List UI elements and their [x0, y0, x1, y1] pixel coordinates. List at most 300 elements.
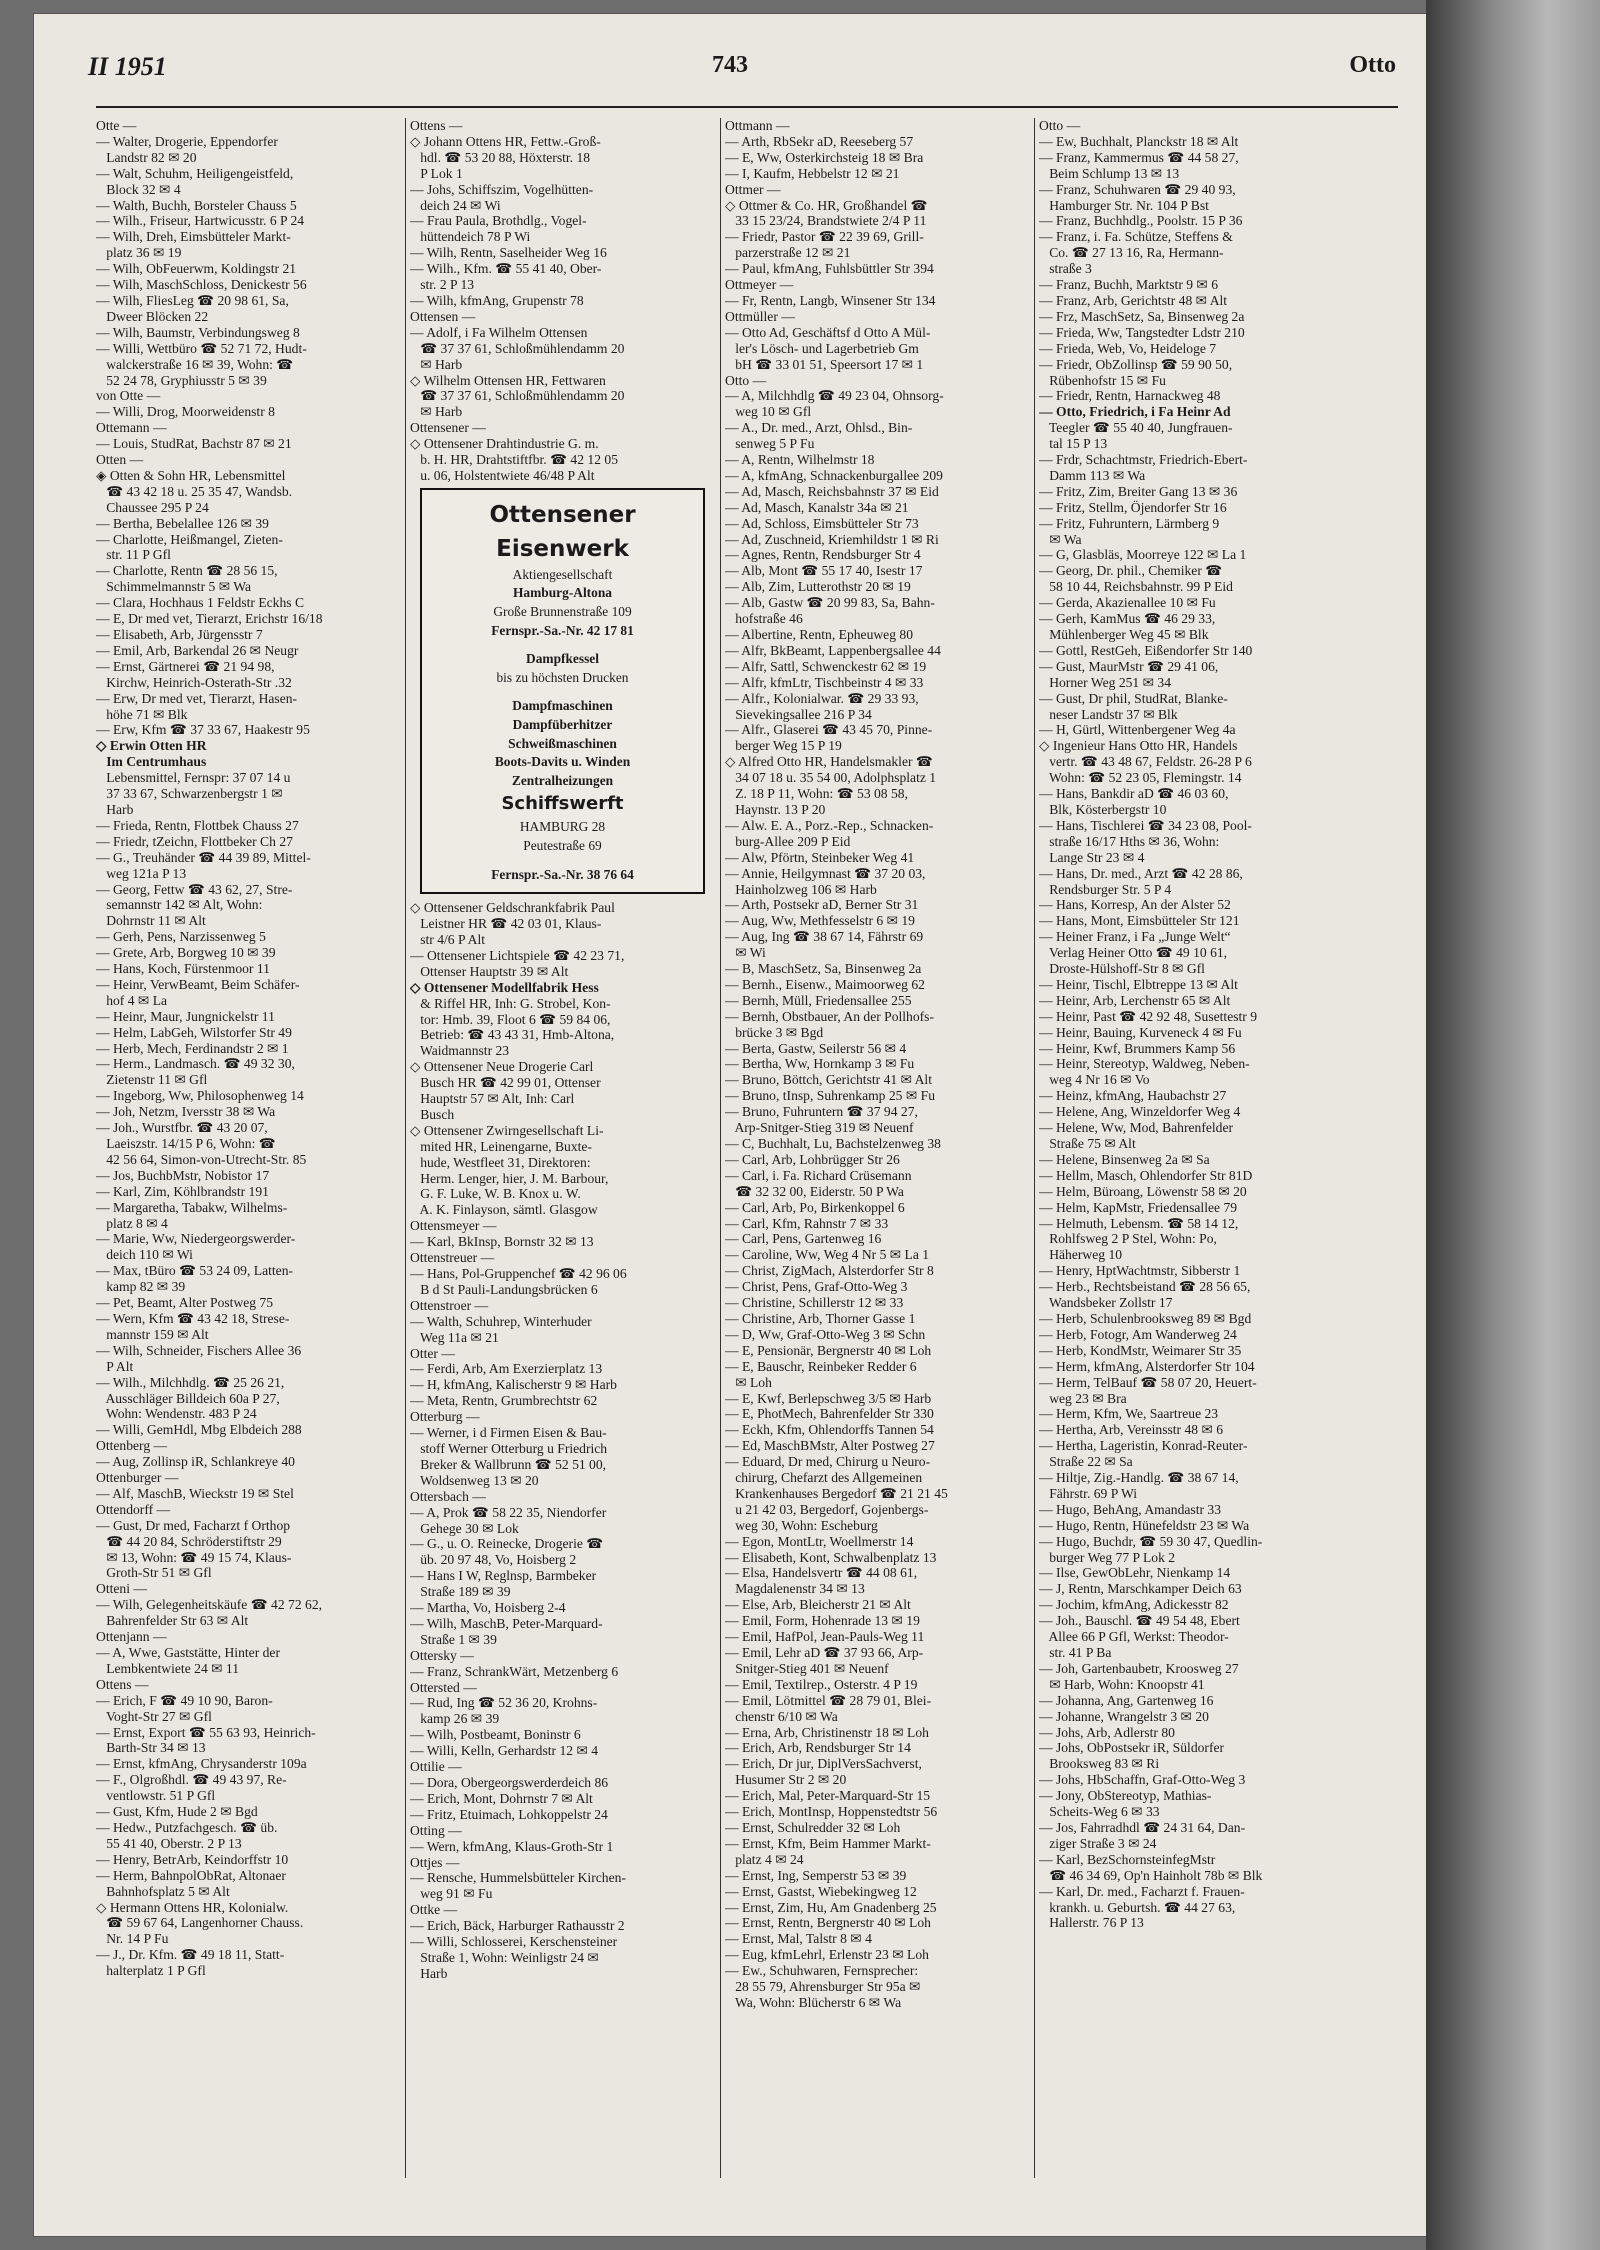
directory-entry: chirurg, Chefarzt des Allgemeinen — [725, 1470, 923, 1486]
directory-entry: straße 3 — [1039, 261, 1092, 277]
directory-entry: — Helene, Binsenweg 2a ✉ Sa — [1039, 1151, 1210, 1167]
directory-entry: — Alf, MaschB, Wieckstr 19 ✉ Stel — [96, 1485, 294, 1501]
directory-entry: — Wilh, ObFeuerwm, Koldingstr 21 — [96, 261, 297, 277]
directory-entry: ◇ Ingenieur Hans Otto HR, Handels — [1039, 738, 1238, 754]
ad-product: Zentralheizungen — [511, 772, 614, 788]
directory-entry: — Herb, Schulenbrooksweg 89 ✉ Bgd — [1039, 1310, 1252, 1326]
directory-entry: — Ilse, GewObLehr, Nienkamp 14 — [1039, 1565, 1231, 1581]
directory-entry: Harb — [96, 801, 134, 817]
directory-entry: — E, Ww, Osterkirchsteig 18 ✉ Bra — [725, 149, 924, 165]
directory-entry: — Alfr., Kolonialwar. ☎ 29 33 93, — [725, 690, 919, 706]
directory-entry: Magdalenenstr 34 ✉ 13 — [725, 1581, 865, 1597]
directory-entry: platz 4 ✉ 24 — [725, 1851, 804, 1867]
directory-entry: — Erich, MontInsp, Hoppenstedtstr 56 — [725, 1804, 938, 1820]
directory-entry: — Johanna, Ang, Gartenweg 16 — [1039, 1692, 1214, 1708]
directory-entry: Barth-Str 34 ✉ 13 — [96, 1740, 206, 1756]
directory-entry: A. K. Finlayson, sämtl. Glasgow — [410, 1202, 598, 1218]
directory-entry: P Lok 1 — [410, 165, 463, 181]
directory-entry: — Johs, HbSchaffn, Graf-Otto-Weg 3 — [1039, 1772, 1246, 1788]
directory-entry: Busch HR ☎ 42 99 01, Ottenser — [410, 1075, 601, 1091]
directory-entry: Beim Schlump 13 ✉ 13 — [1039, 165, 1180, 181]
directory-entry: ler's Lösch- und Lagerbetrieb Gm — [725, 340, 919, 356]
directory-entry: Otteni — — [96, 1581, 147, 1597]
directory-entry: Straße 22 ✉ Sa — [1039, 1454, 1133, 1470]
directory-entry: bH ☎ 33 01 51, Speersort 17 ✉ 1 — [725, 356, 924, 372]
directory-entry: — Friedr, tZeichn, Flottbeker Ch 27 — [96, 833, 293, 849]
directory-entry: — Gerda, Akazienallee 10 ✉ Fu — [1039, 595, 1216, 611]
directory-entry: ☎ 37 37 61, Schloßmühlendamm 20 — [410, 388, 625, 404]
directory-entry: — Willi, Kelln, Gerhardstr 12 ✉ 4 — [410, 1743, 599, 1759]
directory-entry: weg 23 ✉ Bra — [1039, 1390, 1127, 1406]
directory-entry: ◇ Ottensener Modellfabrik Hess — [410, 979, 599, 995]
directory-entry: — Grete, Arb, Borgweg 10 ✉ 39 — [96, 945, 276, 961]
directory-entry: Lembkentwiete 24 ✉ 11 — [96, 1660, 240, 1676]
directory-entry: — Herb., Rechtsbeistand ☎ 28 56 65, — [1039, 1279, 1251, 1295]
directory-entry: Betrieb: ☎ 43 43 31, Hmb-Altona, — [410, 1027, 615, 1043]
directory-entry: weg 30, Wohn: Escheburg — [725, 1517, 878, 1533]
directory-entry: — F., Olgroßhdl. ☎ 49 43 97, Re- — [96, 1772, 287, 1788]
directory-entry: — Herb, Fotogr, Am Wanderweg 24 — [1039, 1326, 1237, 1342]
directory-entry: mited HR, Leinengarne, Buxte- — [410, 1138, 592, 1154]
directory-entry: — Ernst, Ing, Semperstr 53 ✉ 39 — [725, 1867, 907, 1883]
directory-entry: — Marie, Ww, Niedergeorgswerder- — [96, 1231, 296, 1247]
directory-entry: — Ernst, Schulredder 32 ✉ Loh — [725, 1819, 901, 1835]
directory-entry: Z. 18 P 11, Wohn: ☎ 53 08 58, — [725, 786, 908, 802]
directory-entry: B d St Pauli-Landungsbrücken 6 — [410, 1281, 598, 1297]
directory-entry: ✉ Wi — [725, 945, 766, 961]
directory-entry: — Joh., Wurstfbr. ☎ 43 20 07, — [96, 1120, 268, 1136]
directory-entry: — Wern, Kfm ☎ 43 42 18, Strese- — [96, 1310, 290, 1326]
directory-entry: — Wilh, FliesLeg ☎ 20 98 61, Sa, — [96, 292, 289, 308]
directory-entry: walckerstraße 16 ✉ 39, Wohn: ☎ — [96, 356, 294, 372]
directory-entry: — Willi, Wettbüro ☎ 52 71 72, Hudt- — [96, 340, 307, 356]
directory-entry: deich 24 ✉ Wi — [410, 197, 501, 213]
directory-entry: Ottemann — — [96, 420, 167, 436]
directory-entry: — Franz, Kammermus ☎ 44 58 27, — [1039, 149, 1239, 165]
directory-entry: Fährstr. 69 P Wi — [1039, 1485, 1138, 1501]
directory-entry: ◇ Ottmer & Co. HR, Großhandel ☎ — [725, 197, 928, 213]
directory-entry: — Eduard, Dr med, Chirurg u Neuro- — [725, 1454, 931, 1470]
directory-entry: Rübenhofstr 15 ✉ Fu — [1039, 372, 1166, 388]
directory-entry: — Franz, Buchh, Marktstr 9 ✉ 6 — [1039, 277, 1219, 293]
directory-entry: Ottenstroer — — [410, 1297, 489, 1313]
directory-entry: ✉ Loh — [725, 1374, 772, 1390]
directory-entry: — Joh, Gartenbaubetr, Kroosweg 27 — [1039, 1660, 1239, 1676]
directory-entry: — A, Milchhdlg ☎ 49 23 04, Ohnsorg- — [725, 388, 944, 404]
directory-entry: — Max, tBüro ☎ 53 24 09, Latten- — [96, 1263, 294, 1279]
directory-entry: — Alfr., Glaserei ☎ 43 45 70, Pinne- — [725, 722, 933, 738]
directory-entry: — I, Kaufm, Hebbelstr 12 ✉ 21 — [725, 165, 900, 181]
directory-entry: Scheits-Weg 6 ✉ 33 — [1039, 1804, 1160, 1820]
directory-entry: ◇ Erwin Otten HR — [96, 738, 207, 754]
directory-entry: tor: Hmb. 39, Floot 6 ☎ 59 84 06, — [410, 1011, 611, 1027]
ad-line: bis zu höchsten Drucken — [496, 669, 629, 685]
directory-entry: — Ernst, Gärtnerei ☎ 21 94 98, — [96, 658, 275, 674]
directory-entry: — H, kfmAng, Kalischerstr 9 ✉ Harb — [410, 1377, 617, 1393]
directory-entry: — Henry, HptWachtmstr, Sibberstr 1 — [1039, 1263, 1241, 1279]
directory-entry: — A., Dr. med., Arzt, Ohlsd., Bin- — [725, 420, 913, 436]
directory-entry: — Carl, Arb, Lohbrügger Str 26 — [725, 1151, 900, 1167]
directory-entry: Weg 11a ✉ 21 — [410, 1329, 499, 1345]
directory-entry: — Charlotte, Heißmangel, Zieten- — [96, 531, 283, 547]
directory-entry: Rendsburger Str. 5 P 4 — [1039, 881, 1172, 897]
directory-entry: — Walth, Buchh, Borsteler Chauss 5 — [96, 197, 297, 213]
directory-entry: kamp 82 ✉ 39 — [96, 1279, 186, 1295]
directory-entry: — Bernh, Müll, Friedensallee 255 — [725, 992, 912, 1008]
directory-entry: — Eckh, Kfm, Ohlendorffs Tannen 54 — [725, 1422, 934, 1438]
directory-entry: — Ingeborg, Ww, Philosophenweg 14 — [96, 1088, 304, 1104]
directory-entry: — Ad, Schloss, Eimsbütteler Str 73 — [725, 515, 919, 531]
directory-entry: — Jos, Fahrradhdl ☎ 24 31 64, Dan- — [1039, 1819, 1246, 1835]
directory-entry: — Helm, Büroang, Löwenstr 58 ✉ 20 — [1039, 1183, 1247, 1199]
directory-entry: u. 06, Holstentwiete 46/48 P Alt — [410, 467, 595, 483]
directory-entry: Landstr 82 ✉ 20 — [96, 149, 197, 165]
directory-entry: Häherweg 10 — [1039, 1247, 1123, 1263]
directory-entry: — Helm, KapMstr, Friedensallee 79 — [1039, 1199, 1238, 1215]
directory-entry: — Franz, Schuhwaren ☎ 29 40 93, — [1039, 181, 1236, 197]
directory-entry: — Hans, Bankdir aD ☎ 46 03 60, — [1039, 786, 1229, 802]
directory-entry: Krankenhauses Bergedorf ☎ 21 21 45 — [725, 1485, 948, 1501]
directory-entry: — Alfr, BkBeamt, Lappenbergsallee 44 — [725, 642, 941, 658]
directory-entry: — Erich, Bäck, Harburger Rathausstr 2 — [410, 1918, 625, 1934]
directory-entry: — Alb, Mont ☎ 55 17 40, Isestr 17 — [725, 563, 923, 579]
directory-entry: Wohn: Wendenstr. 483 P 24 — [96, 1406, 257, 1422]
directory-entry: — Bernh., Eisenw., Maimoorweg 62 — [725, 976, 925, 992]
directory-entry: — Johs, Schiffszim, Vogelhütten- — [410, 181, 594, 197]
directory-entry: — Frdr, Schachtmstr, Friedrich-Ebert- — [1039, 452, 1248, 468]
directory-entry: — Albertine, Rentn, Epheuweg 80 — [725, 627, 914, 642]
directory-entry: — Aug, Zollinsp iR, Schlankreye 40 — [96, 1454, 295, 1470]
directory-entry: — Charlotte, Rentn ☎ 28 56 15, — [96, 563, 278, 579]
directory-entry: Nr. 14 P Fu — [96, 1931, 169, 1947]
directory-entry: & Riffel HR, Inh: G. Strobel, Kon- — [410, 995, 611, 1011]
directory-entry: — Gust, MaurMstr ☎ 29 41 06, — [1039, 658, 1219, 674]
directory-entry: — Bruno, Böttch, Gerichtstr 41 ✉ Alt — [725, 1072, 932, 1088]
directory-entry: — Jony, ObStereotyp, Mathias- — [1039, 1788, 1212, 1804]
directory-entry: — Frieda, Rentn, Flottbek Chauss 27 — [96, 817, 299, 833]
directory-entry: — Helene, Ang, Winzeldorfer Weg 4 — [1039, 1104, 1241, 1120]
directory-entry: — Alfr, kfmLtr, Tischbeinstr 4 ✉ 33 — [725, 674, 924, 690]
directory-entry: 28 55 79, Ahrensburger Str 95a ✉ — [725, 1979, 921, 1995]
directory-entry: — Erich, F ☎ 49 10 90, Baron- — [96, 1692, 273, 1708]
column-divider — [1034, 118, 1035, 2178]
directory-entry: tal 15 P 13 — [1039, 436, 1108, 452]
directory-entry: — Heinr, Arb, Lerchenstr 65 ✉ Alt — [1039, 992, 1231, 1008]
directory-entry: Otte — — [96, 118, 137, 133]
directory-entry: ✉ Harb — [410, 404, 463, 420]
directory-entry: 34 07 18 u. 35 54 00, Adolphsplatz 1 — [725, 770, 937, 786]
directory-entry: — Pet, Beamt, Alter Postweg 75 — [96, 1295, 274, 1311]
directory-entry: weg 121a P 13 — [96, 865, 187, 881]
directory-entry: ◇ Ottensener Drahtindustrie G. m. — [410, 436, 599, 452]
directory-entry: G. F. Luke, W. B. Knox u. W. — [410, 1186, 581, 1202]
directory-entry: Wa, Wohn: Blücherstr 6 ✉ Wa — [725, 1994, 902, 2010]
directory-entry: — Gust, Dr phil, StudRat, Blanke- — [1039, 690, 1228, 706]
directory-entry: — Erw, Dr med vet, Tierarzt, Hasen- — [96, 690, 298, 706]
directory-entry: — Gust, Kfm, Hude 2 ✉ Bgd — [96, 1804, 258, 1820]
directory-entry: — Erich, Dr jur, DiplVersSachverst, — [725, 1756, 922, 1772]
directory-entry: Straße 189 ✉ 39 — [410, 1584, 511, 1600]
directory-entry: berger Weg 15 P 19 — [725, 738, 842, 754]
directory-entry: — C, Buchhalt, Lu, Bachstelzenweg 38 — [725, 1136, 941, 1151]
directory-entry: — Bernh, Obstbauer, An der Pollhofs- — [725, 1008, 934, 1024]
directory-entry: — Frieda, Web, Vo, Heideloge 7 — [1039, 340, 1217, 356]
directory-entry: burger Weg 77 P Lok 2 — [1039, 1549, 1176, 1565]
directory-entry: — E, Bauschr, Reinbeker Redder 6 — [725, 1358, 917, 1374]
directory-entry: — Walt, Schuhm, Heiligengeistfeld, — [96, 165, 294, 181]
directory-entry: — A, kfmAng, Schnackenburgallee 209 — [725, 467, 943, 483]
directory-entry: Droste-Hülshoff-Str 8 ✉ Gfl — [1039, 961, 1205, 977]
directory-entry: weg 10 ✉ Gfl — [725, 404, 812, 420]
directory-entry: Ottenser Hauptstr 39 ✉ Alt — [410, 963, 569, 979]
directory-entry: Otten — — [96, 452, 144, 468]
column-3 — [725, 118, 1028, 2011]
directory-entry: — A, Prok ☎ 58 22 35, Niendorfer — [410, 1504, 607, 1520]
ad-shipyard: Schiffswerft — [501, 793, 624, 815]
directory-entry: — Karl, BezSchornsteinfegMstr — [1039, 1851, 1216, 1867]
directory-entry: Blk, Kösterbergstr 10 — [1039, 801, 1167, 817]
directory-entry: — Erich, Mal, Peter-Marquard-Str 15 — [725, 1788, 931, 1804]
directory-entry: ventlowstr. 51 P Gfl — [96, 1788, 216, 1804]
directory-entry: — Carl, Pens, Gartenweg 16 — [725, 1231, 882, 1247]
directory-entry: — Herm, Kfm, We, Saartreue 23 — [1039, 1406, 1219, 1422]
directory-entry: — H, Gürtl, Wittenbergener Weg 4a — [1039, 722, 1236, 738]
directory-entry: — Heinr, Stereotyp, Waldweg, Neben- — [1039, 1056, 1250, 1072]
directory-entry: — Franz, i. Fa. Schütze, Steffens & — [1039, 229, 1233, 245]
column-divider — [405, 118, 406, 2178]
ad-line: Fernspr.-Sa.-Nr. 42 17 81 — [491, 622, 634, 638]
directory-entry: Ottersbach — — [410, 1488, 486, 1504]
directory-entry: — Karl, Zim, Köhlbrandstr 191 — [96, 1183, 269, 1199]
directory-entry: Haynstr. 13 P 20 — [725, 801, 826, 817]
directory-entry: — Bruno, tInsp, Suhrenkamp 25 ✉ Fu — [725, 1088, 936, 1104]
directory-entry: — Herb, KondMstr, Weimarer Str 35 — [1039, 1342, 1242, 1358]
directory-entry: — Clara, Hochhaus 1 Feldstr Eckhs C — [96, 595, 305, 611]
directory-entry: str. 2 P 13 — [410, 277, 475, 293]
directory-entry: ✉ Harb, Wohn: Knoopstr 41 — [1039, 1676, 1205, 1692]
directory-entry: — Agnes, Rentn, Rendsburger Str 4 — [725, 547, 921, 563]
directory-entry: — Joh, Netzm, Iversstr 38 ✉ Wa — [96, 1104, 276, 1120]
directory-entry: 37 33 67, Schwarzenbergstr 1 ✉ — [96, 786, 283, 802]
directory-entry: — Hugo, BehAng, Amandastr 33 — [1039, 1501, 1221, 1517]
directory-entry: — Wilh, Gelegenheitskäufe ☎ 42 72 62, — [96, 1597, 323, 1613]
volume-year: II 1951 — [88, 52, 167, 81]
directory-entry: ☎ 32 32 00, Eiderstr. 50 P Wa — [725, 1183, 904, 1199]
ad-line: Peutestraße 69 — [523, 837, 602, 853]
directory-entry: — Johanne, Wrangelstr 3 ✉ 20 — [1039, 1708, 1209, 1724]
directory-entry: — Alb, Gastw ☎ 20 99 83, Sa, Bahn- — [725, 595, 935, 611]
directory-entry: Lebensmittel, Fernspr: 37 07 14 u — [96, 770, 291, 786]
directory-entry: — Heinr, VerwBeamt, Beim Schäfer- — [96, 976, 300, 992]
directory-entry: Otter — — [410, 1345, 455, 1361]
directory-entry: — Ottensener Lichtspiele ☎ 42 23 71, — [410, 947, 625, 963]
directory-entry: Woldsenweg 13 ✉ 20 — [410, 1472, 539, 1488]
directory-entry: Voght-Str 27 ✉ Gfl — [96, 1708, 212, 1724]
directory-entry: Snitger-Stieg 401 ✉ Neuenf — [725, 1660, 889, 1676]
directory-entry: — Rud, Ing ☎ 52 36 20, Krohns- — [410, 1695, 598, 1711]
running-head: Otto — [1349, 52, 1396, 78]
directory-entry: — Hugo, Rentn, Hünefeldstr 23 ✉ Wa — [1039, 1517, 1250, 1533]
directory-entry: — Helmuth, Lebensm. ☎ 58 14 12, — [1039, 1215, 1239, 1231]
directory-entry: Ausschläger Billdeich 60a P 27, — [96, 1390, 280, 1406]
ad-product: Dampfmaschinen — [512, 698, 613, 714]
directory-entry: Bahnhofsplatz 5 ✉ Alt — [96, 1883, 230, 1899]
column-4 — [1039, 118, 1342, 1931]
directory-entry: — Herm, BahnpolObRat, Altonaer — [96, 1867, 286, 1883]
directory-entry: — Friedr, Rentn, Harnackweg 48 — [1039, 388, 1221, 404]
directory-entry: — Elisabeth, Arb, Jürgensstr 7 — [96, 627, 263, 642]
book-spine — [1426, 0, 1600, 2250]
directory-entry: — G., u. O. Reinecke, Drogerie ☎ — [410, 1536, 604, 1552]
directory-entry: — Fritz, Fuhruntern, Lärmberg 9 — [1039, 515, 1220, 531]
directory-entry: — Karl, Dr. med., Facharzt f. Frauen- — [1039, 1883, 1245, 1899]
directory-entry: — Heinr, Kwf, Brummers Kamp 56 — [1039, 1040, 1236, 1056]
directory-entry: Ottmer — — [725, 181, 781, 197]
directory-entry: — Friedr, Pastor ☎ 22 39 69, Grill- — [725, 229, 924, 245]
directory-entry: — Gust, Dr med, Facharzt f Orthop — [96, 1517, 291, 1533]
directory-entry: Verlag Heiner Otto ☎ 49 10 61, — [1039, 945, 1228, 961]
directory-entry: — Hugo, Buchdr, ☎ 59 30 47, Quedlin- — [1039, 1533, 1263, 1549]
directory-entry: — Alfr, Sattl, Schwenckestr 62 ✉ 19 — [725, 658, 927, 674]
directory-entry: Zietenstr 11 ✉ Gfl — [96, 1072, 208, 1088]
directory-entry: — J., Dr. Kfm. ☎ 49 18 11, Statt- — [96, 1947, 285, 1963]
directory-entry: — Ferdi, Arb, Am Exerzierplatz 13 — [410, 1361, 603, 1377]
ad-line: Dampfkessel — [526, 651, 599, 667]
ad-line: HAMBURG 28 — [519, 819, 606, 835]
directory-entry: — Elsa, Handelsvertr ☎ 44 08 61, — [725, 1565, 918, 1581]
directory-entry: — D, Ww, Graf-Otto-Weg 3 ✉ Schn — [725, 1326, 926, 1342]
directory-entry: Allee 66 P Gfl, Werkst: Theodor- — [1039, 1629, 1229, 1645]
directory-entry: — Erw, Kfm ☎ 37 33 67, Haakestr 95 — [96, 722, 310, 738]
directory-entry: — Ed, MaschBMstr, Alter Postweg 27 — [725, 1438, 935, 1454]
directory-entry: — Hellm, Masch, Ohlendorfer Str 81D — [1039, 1167, 1253, 1183]
directory-entry: — A, Rentn, Wilhelmstr 18 — [725, 452, 875, 468]
directory-entry: — Hans, Koch, Fürstenmoor 11 — [96, 961, 270, 977]
directory-entry: ziger Straße 3 ✉ 24 — [1039, 1835, 1157, 1851]
directory-entry: ◇ Wilhelm Ottensen HR, Fettwaren — [410, 372, 606, 388]
directory-entry: — Frieda, Ww, Tangstedter Ldstr 210 — [1039, 324, 1245, 340]
directory-entry: Hainholzweg 106 ✉ Harb — [725, 881, 877, 897]
directory-entry: hude, Westfleet 31, Direktoren: — [410, 1154, 591, 1170]
directory-entry: — Alw, Pförtn, Steinbeker Weg 41 — [725, 849, 915, 865]
directory-entry: — Johs, ObPostsekr iR, Süldorfer — [1039, 1740, 1225, 1756]
directory-entry: — Hertha, Arb, Vereinsstr 48 ✉ 6 — [1039, 1422, 1224, 1438]
directory-entry: Ottens — — [410, 118, 463, 133]
directory-entry: — Christ, Pens, Graf-Otto-Weg 3 — [725, 1279, 908, 1295]
directory-entry: — G., Treuhänder ☎ 44 39 89, Mittel- — [96, 849, 311, 865]
directory-entry: Arp-Snitger-Stieg 319 ✉ Neuenf — [725, 1120, 914, 1136]
directory-entry: Otto — — [1039, 118, 1081, 133]
directory-entry: — Ernst, kfmAng, Chrysanderstr 109a — [96, 1756, 307, 1772]
directory-entry: 58 10 44, Reichsbahnstr. 99 P Eid — [1039, 579, 1233, 595]
header-rule — [96, 106, 1398, 108]
directory-entry: — Georg, Fettw ☎ 43 62, 27, Stre- — [96, 881, 293, 897]
directory-entry: — Jos, BuchbMstr, Nobistor 17 — [96, 1167, 270, 1183]
directory-entry: ◇ Johann Ottens HR, Fettw.-Groß- — [410, 133, 601, 149]
directory-entry: — Christine, Schillerstr 12 ✉ 33 — [725, 1295, 904, 1311]
directory-entry: deich 110 ✉ Wi — [96, 1247, 193, 1263]
directory-entry: — Arth, Postsekr aD, Berner Str 31 — [725, 897, 919, 913]
column-1 — [96, 118, 399, 1979]
ad-phone: Fernspr.-Sa.-Nr. 38 76 64 — [491, 866, 634, 882]
directory-entry: — Frau Paula, Brothdlg., Vogel- — [410, 213, 587, 229]
directory-entry: Ottensener — — [410, 420, 486, 436]
directory-entry: neser Landstr 37 ✉ Blk — [1039, 706, 1178, 722]
directory-entry: — Fritz, Stellm, Öjendorfer Str 16 — [1039, 499, 1227, 515]
page-number: 743 — [712, 52, 748, 78]
directory-entry: ◇ Hermann Ottens HR, Kolonialw. — [96, 1899, 289, 1915]
directory-entry: — Willi, GemHdl, Mbg Elbdeich 288 — [96, 1422, 302, 1438]
directory-entry: — Dora, Obergeorgswerderdeich 86 — [410, 1775, 609, 1790]
directory-entry: — Eug, kfmLehrl, Erlenstr 23 ✉ Loh — [725, 1947, 929, 1963]
directory-entry: — Aug, Ing ☎ 38 67 14, Fährstr 69 — [725, 929, 924, 945]
directory-entry: — Herm, kfmAng, Alsterdorfer Str 104 — [1039, 1358, 1255, 1374]
directory-entry: hdl. ☎ 53 20 88, Höxterstr. 18 — [410, 149, 591, 165]
directory-entry: — Hedw., Putzfachgesch. ☎ üb. — [96, 1819, 278, 1835]
directory-entry: Otting — — [410, 1822, 462, 1838]
directory-entry: — Werner, i d Firmen Eisen & Bau- — [410, 1425, 607, 1441]
directory-entry: — Margaretha, Tabakw, Wilhelms- — [96, 1199, 288, 1215]
directory-entry: — Wilh., Friseur, Hartwicusstr. 6 P 24 — [96, 213, 305, 229]
directory-entry: kamp 26 ✉ 39 — [410, 1711, 500, 1727]
directory-entry: — Alw. E. A., Porz.-Rep., Schnacken- — [725, 817, 934, 833]
ad-line: Aktiengesellschaft — [512, 566, 613, 582]
directory-entry: senweg 5 P Fu — [725, 436, 815, 452]
directory-entry: Ottilie — — [410, 1759, 462, 1775]
directory-entry: — Hans, Tischlerei ☎ 34 23 08, Pool- — [1039, 817, 1252, 833]
directory-entry: — Wilh, Postbeamt, Boninstr 6 — [410, 1727, 581, 1743]
directory-entry: Waidmannstr 23 — [410, 1043, 510, 1059]
advertisement-ottensener-eisenwerk — [420, 488, 705, 894]
directory-entry: u 21 42 03, Bergedorf, Gojenbergs- — [725, 1501, 929, 1517]
directory-entry: — Erich, Arb, Rendsburger Str 14 — [725, 1740, 911, 1756]
directory-entry: — Ew., Schuhwaren, Fernsprecher: — [725, 1963, 919, 1979]
directory-entry: semannstr 142 ✉ Alt, Wohn: — [96, 897, 263, 913]
directory-entry: Kirchw, Heinrich-Osterath-Str .32 — [96, 674, 292, 690]
directory-entry: — Wilh, kfmAng, Grupenstr 78 — [410, 292, 584, 308]
directory-entry: Wohn: ☎ 52 23 05, Flemingstr. 14 — [1039, 770, 1242, 786]
directory-entry: P Alt — [96, 1358, 134, 1374]
directory-entry: — Wilh, Baumstr, Verbindungsweg 8 — [96, 324, 300, 340]
directory-entry: ◇ Ottensener Geldschrankfabrik Paul — [410, 900, 615, 916]
directory-entry: — Christ, ZigMach, Alsterdorfer Str 8 — [725, 1263, 934, 1279]
directory-entry: — Henry, BetrArb, Keindorffstr 10 — [96, 1851, 289, 1867]
directory-entry: — Wilh., Kfm. ☎ 55 41 40, Ober- — [410, 261, 602, 277]
directory-entry: — Carl, Kfm, Rahnstr 7 ✉ 33 — [725, 1215, 889, 1231]
directory-entry: — Wilh., Milchhdlg. ☎ 25 26 21, — [96, 1374, 285, 1390]
directory-entry: Ottmüller — — [725, 308, 795, 324]
directory-entry: — Louis, StudRat, Bachstr 87 ✉ 21 — [96, 436, 292, 452]
directory-entry: ◈ Otten & Sohn HR, Lebensmittel — [96, 467, 286, 483]
directory-entry: Otterburg — — [410, 1409, 480, 1425]
directory-entry: — J, Rentn, Marschkamper Deich 63 — [1039, 1581, 1242, 1597]
directory-entry: — Franz, Buchhdlg., Poolstr. 15 P 36 — [1039, 213, 1243, 229]
directory-entry: 33 15 23/24, Brandstwiete 2/4 P 11 — [725, 213, 927, 229]
ad-product: Dampfüberhitzer — [512, 717, 613, 732]
directory-entry: — Ad, Zuschneid, Kriemhildstr 1 ✉ Ri — [725, 531, 939, 547]
directory-entry: ☎ 59 67 64, Langenhorner Chauss. — [96, 1915, 304, 1931]
directory-entry: — Hans, Dr. med., Arzt ☎ 42 28 86, — [1039, 865, 1243, 881]
directory-entry: — Wern, kfmAng, Klaus-Groth-Str 1 — [410, 1838, 614, 1854]
directory-entry: Chaussee 295 P 24 — [96, 499, 209, 515]
directory-entry: — Alb, Zim, Lutterothstr 20 ✉ 19 — [725, 579, 911, 595]
ad-line: Große Brunnenstraße 109 — [493, 604, 632, 620]
directory-entry: Sievekingsallee 216 P 34 — [725, 706, 872, 722]
ad-product: Schweißmaschinen — [508, 735, 617, 751]
directory-entry: Mühlenberger Weg 45 ✉ Blk — [1039, 627, 1209, 642]
directory-entry: — Martha, Vo, Hoisberg 2-4 — [410, 1600, 566, 1616]
directory-entry: Im Centrumhaus — [96, 754, 207, 770]
